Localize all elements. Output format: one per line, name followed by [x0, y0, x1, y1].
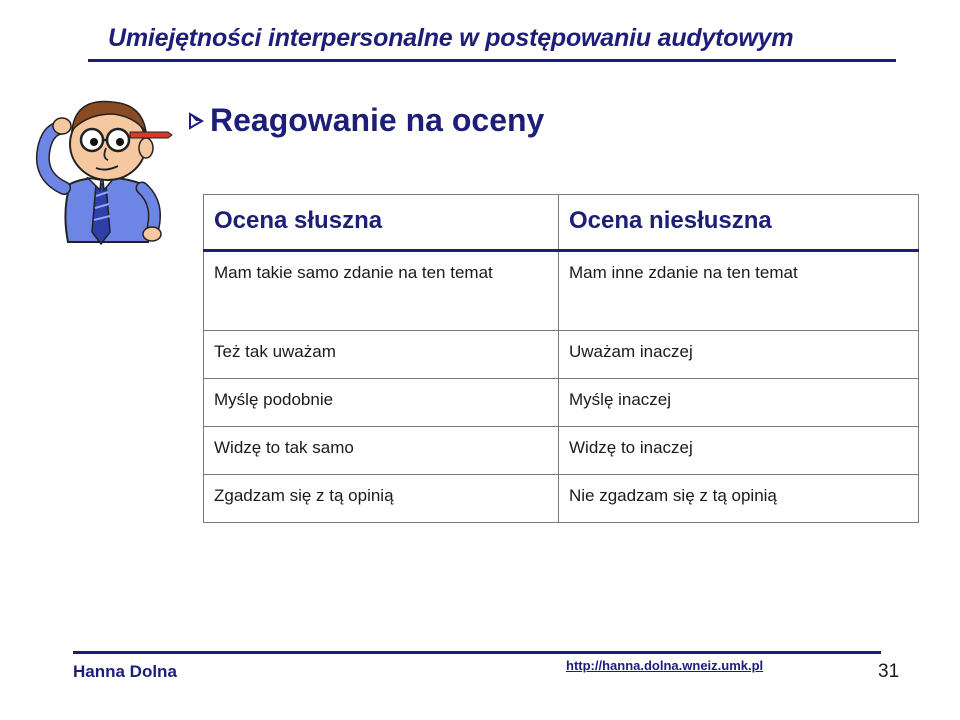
footer-divider: [73, 651, 881, 654]
table-row: [204, 379, 919, 427]
table-cell: Nie zgadzam się z tą opinią: [559, 475, 919, 523]
table-cell: Mam inne zdanie na ten temat: [559, 251, 919, 331]
table-cell: Widzę to tak samo: [204, 427, 559, 475]
table-header-row: [204, 195, 919, 251]
arrow-bullet-icon: [188, 108, 206, 134]
table-cell: Uważam inaczej: [559, 331, 919, 379]
author-name: Hanna Dolna: [73, 662, 177, 681]
table-row: [204, 331, 919, 379]
table-cell: Zgadzam się z tą opinią: [204, 475, 559, 523]
table-row: [204, 427, 919, 475]
page-number: 31: [878, 661, 900, 682]
table-row: [204, 251, 919, 331]
title-underline: [88, 59, 896, 62]
table-cell: Myślę podobnie: [204, 379, 559, 427]
homepage-link[interactable]: http://hanna.dolna.wneiz.umk.pl: [566, 658, 764, 673]
thinking-man-cartoon: [30, 92, 180, 252]
table-cell: Mam takie samo zdanie na ten temat: [204, 251, 559, 331]
header-correct-evaluation: Ocena słuszna: [204, 195, 559, 251]
table-cell: Też tak uważam: [204, 331, 559, 379]
slide-title: Umiejętności interpersonalne w postępowaniu audytowym: [108, 24, 794, 52]
section-heading: [188, 100, 544, 139]
table-cell: Myślę inaczej: [559, 379, 919, 427]
table-cell: Widzę to inaczej: [559, 427, 919, 475]
section-heading-text: Reagowanie na oceny: [210, 102, 545, 139]
opinions-table: [203, 194, 919, 523]
header-incorrect-evaluation: Ocena niesłuszna: [559, 195, 919, 251]
table-row: [204, 475, 919, 523]
